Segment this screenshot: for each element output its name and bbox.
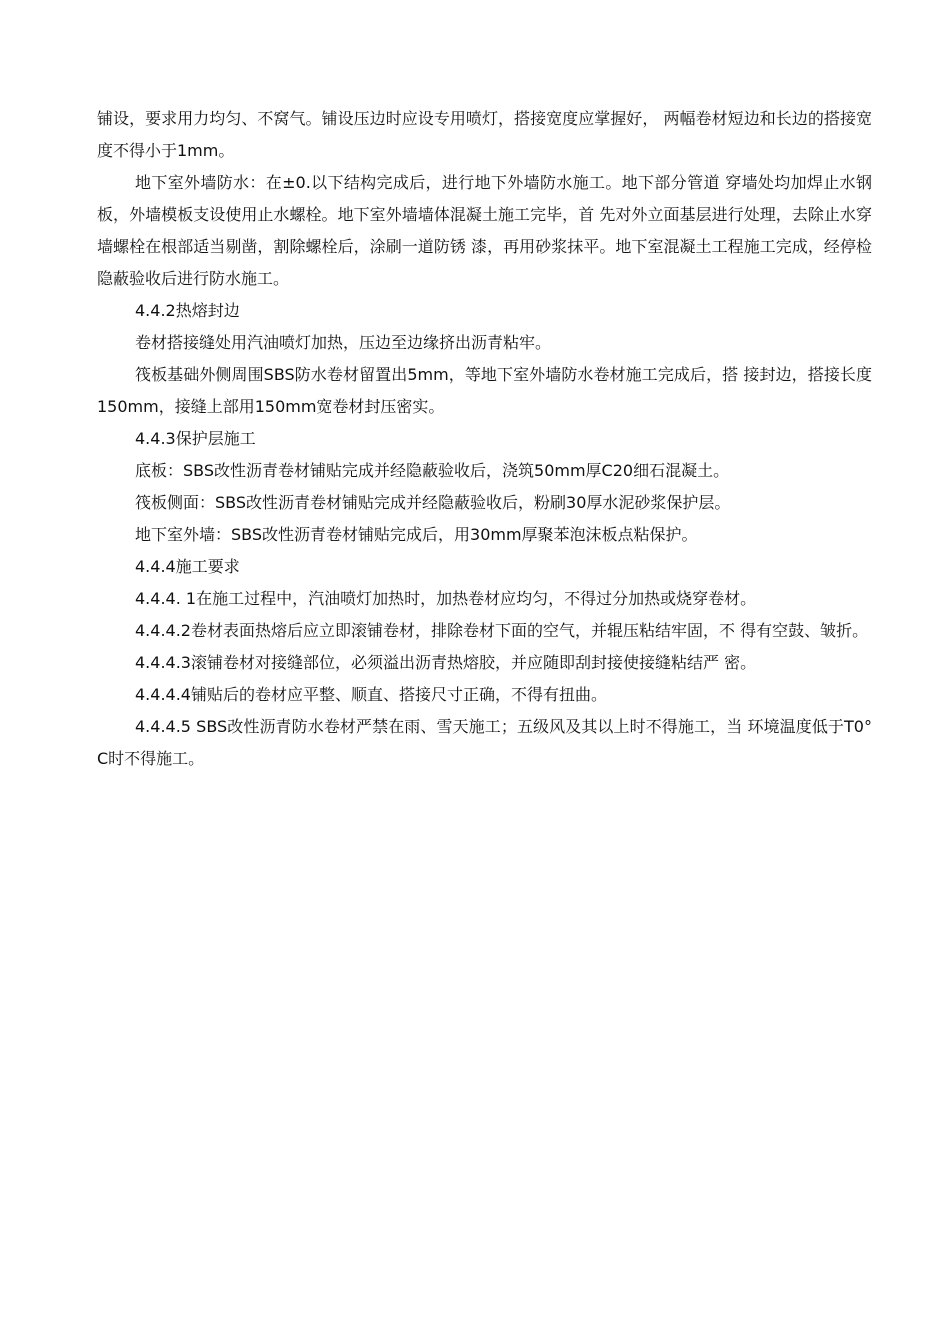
paragraph-raft-side-protection: 筏板侧面：SBS改性沥青卷材铺贴完成并经隐蔽验收后，粉刷30厚水泥砂浆保护层。 — [135, 493, 731, 512]
section-heading-4-4-4: 4.4.4施工要求 — [135, 557, 240, 576]
paragraph-floor-protection: 底板：SBS改性沥青卷材铺贴完成并经隐蔽验收后，浇筑50mm厚C20细石混凝土。 — [135, 461, 730, 480]
requirement-4-4-4-3: 4.4.4.3滚铺卷材对接缝部位，必须溢出沥青热熔胶，并应随即刮封接使接缝粘结严 密。 — [135, 653, 757, 672]
requirement-4-4-4-1: 4.4.4. 1在施工过程中，汽油喷灯加热时，加热卷材应均匀，不得过分加热或烧穿卷材。 — [135, 589, 757, 608]
paragraph-raft-edge-sealing: 筏板基础外侧周围SBS防水卷材留置出5mm，等地下室外墙防水卷材施工完成后，搭 接封边，搭接长度150mm，接缝上部用150mm宽卷材封压密实。 — [97, 365, 872, 416]
paragraph-exterior-wall-protection: 地下室外墙：SBS改性沥青卷材铺贴完成后，用30mm厚聚苯泡沫板点粘保护。 — [135, 525, 698, 544]
section-heading-4-4-2: 4.4.2热熔封边 — [135, 301, 240, 320]
paragraph-continuation: 铺设，要求用力均匀、不窝气。铺设压边时应设专用喷灯，搭接宽度应掌握好， 两幅卷材短边和长边的搭接宽度不得小于1mm。 — [97, 109, 872, 160]
section-heading-4-4-3: 4.4.3保护层施工 — [135, 429, 256, 448]
requirement-4-4-4-5: 4.4.4.5 SBS改性沥青防水卷材严禁在雨、雪天施工；五级风及其以上时不得施工，当 环境温度低于T0° C时不得施工。 — [97, 717, 872, 768]
document-body — [97, 103, 872, 775]
paragraph-basement-wall-waterproofing: 地下室外墙防水：在±0.以下结构完成后，进行地下外墙防水施工。地下部分管道 穿墙处均加焊止水钢板，外墙模板支设使用止水螺栓。地下室外墙墙体混凝土施工完毕，首 先对外立面基层进行处理，去除止水穿墙螺栓在根部适当剔凿，割除螺栓后，涂刷一道防锈 漆，再用砂浆抹平。地下室混凝土工程施工完成，经停检隐蔽验收后进行防水施工。 — [97, 173, 872, 288]
paragraph-seam-heating: 卷材搭接缝处用汽油喷灯加热，压边至边缘挤出沥青粘牢。 — [135, 333, 552, 352]
requirement-4-4-4-2: 4.4.4.2卷材表面热熔后应立即滚铺卷材，排除卷材下面的空气，并辊压粘结牢固，不 得有空鼓、皱折。 — [135, 621, 869, 640]
requirement-4-4-4-4: 4.4.4.4铺贴后的卷材应平整、顺直、搭接尺寸正确，不得有扭曲。 — [135, 685, 607, 704]
